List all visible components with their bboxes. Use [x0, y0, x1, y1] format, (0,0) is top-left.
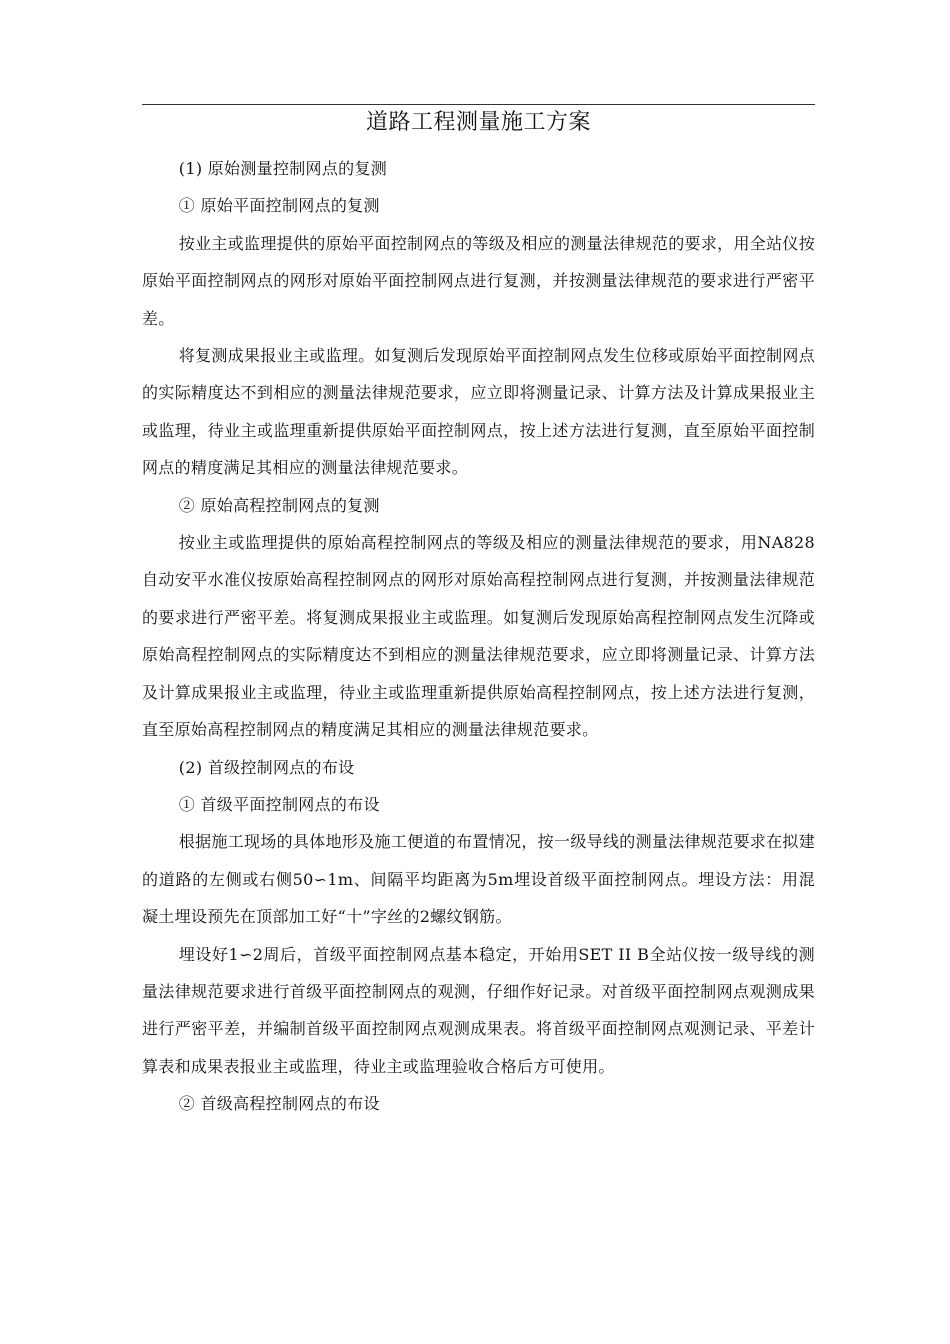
- body-paragraph: 将复测成果报业主或监理。如复测后发现原始平面控制网点发生位移或原始平面控制网点的实际精度达不到相应的测量法律规范要求，应立即将测量记录、计算方法及计算成果报业主或监理，待业主或监理重新提供原始平面控制网点，按上述方法进行复测，直至原始平面控制网点的精度满足其相应的测量法律规范要求。: [142, 346, 815, 478]
- body-paragraph: 埋设好1∽2周后，首级平面控制网点基本稳定，开始用SET II B全站仪按一级导线的测量法律规范要求进行首级平面控制网点的观测，仔细作好记录。对首级平面控制网点观测成果进行严密平差，并编制首级平面控制网点观测成果表。将首级平面控制网点观测记录、平差计算表和成果表报业主或监理，待业主或监理验收合格后方可使用。: [142, 944, 815, 1076]
- subsection-heading-1-2: ② 原始高程控制网点的复测: [178, 495, 380, 515]
- subsection-heading-2-1: ① 首级平面控制网点的布设: [178, 794, 380, 814]
- subsection-heading-1-1: ① 原始平面控制网点的复测: [178, 196, 380, 216]
- document-title: 道路工程测量施工方案: [365, 110, 591, 135]
- document-body: [142, 150, 815, 1123]
- section-heading-2: (2) 首级控制网点的布设: [178, 757, 355, 777]
- subsection-heading-2-2: ② 首级高程控制网点的布设: [178, 1094, 380, 1114]
- body-paragraph: 按业主或监理提供的原始高程控制网点的等级及相应的测量法律规范的要求，用NA828自动安平水准仪按原始高程控制网点的网形对原始高程控制网点进行复测，并按测量法律规范的要求进行严密平差。将复测成果报业主或监理。如复测后发现原始高程控制网点发生沉降或原始高程控制网点的实际精度达不到相应的测量法律规范要求，应立即将测量记录、计算方法及计算成果报业主或监理，待业主或监理重新提供原始高程控制网点，按上述方法进行复测，直至原始高程控制网点的精度满足其相应的测量法律规范要求。: [142, 533, 815, 740]
- body-paragraph: 根据施工现场的具体地形及施工便道的布置情况，按一级导线的测量法律规范要求在拟建的道路的左侧或右侧50∽1m、间隔平均距离为5m埋设首级平面控制网点。埋设方法：用混凝土埋设预先在顶部加工好“十”字丝的2螺纹钢筋。: [142, 832, 815, 927]
- body-paragraph: 按业主或监理提供的原始平面控制网点的等级及相应的测量法律规范的要求，用全站仪按原始平面控制网点的网形对原始平面控制网点进行复测，并按测量法律规范的要求进行严密平差。: [142, 233, 815, 328]
- section-heading-1: (1) 原始测量控制网点的复测: [178, 159, 388, 178]
- header-rule: [142, 104, 815, 105]
